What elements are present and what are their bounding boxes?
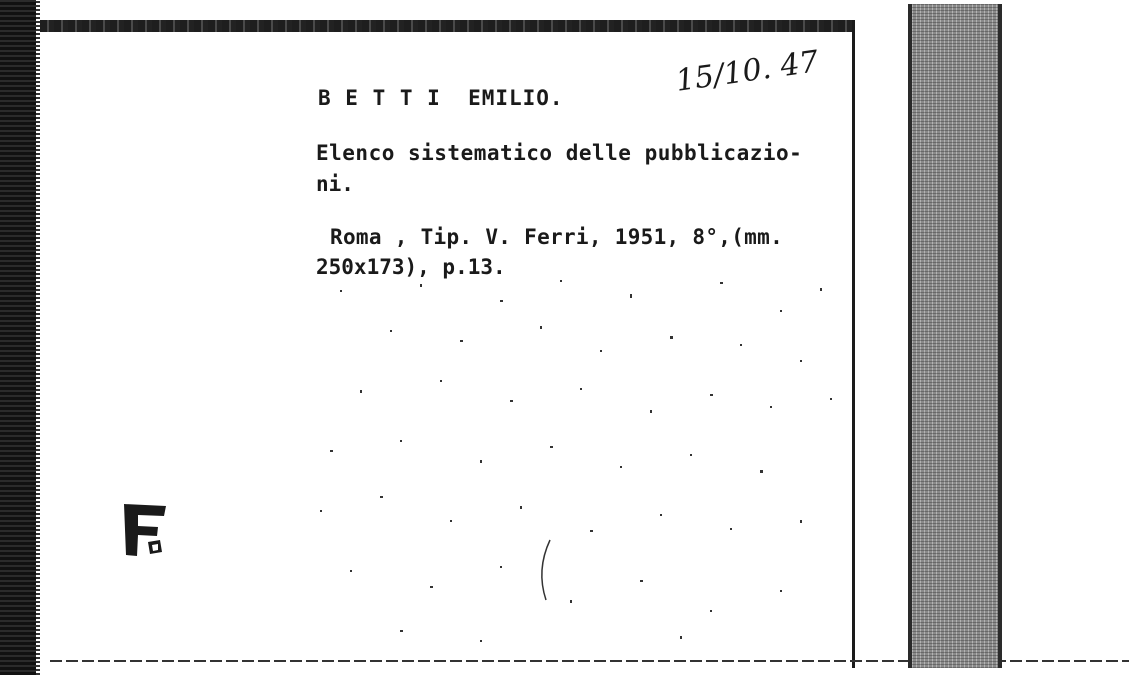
card-title-line1: Elenco sistematico delle pubblicazio- xyxy=(316,141,803,165)
card-author: B E T T I EMILIO. xyxy=(318,86,564,110)
card-top-edge xyxy=(40,20,852,32)
scan-noise xyxy=(300,270,850,660)
card-imprint-line1: Roma , Tip. V. Ferri, 1951, 8°,(mm. xyxy=(330,225,784,249)
scan-left-edge xyxy=(0,0,36,675)
binder-strip xyxy=(908,4,1002,668)
card-shelfmark: 15/10. 47 xyxy=(673,44,821,99)
card-title-line2: ni. xyxy=(316,172,354,196)
stamp-letter-icon xyxy=(120,500,172,560)
card-imprint-line2: 250x173), p.13. xyxy=(316,255,506,279)
